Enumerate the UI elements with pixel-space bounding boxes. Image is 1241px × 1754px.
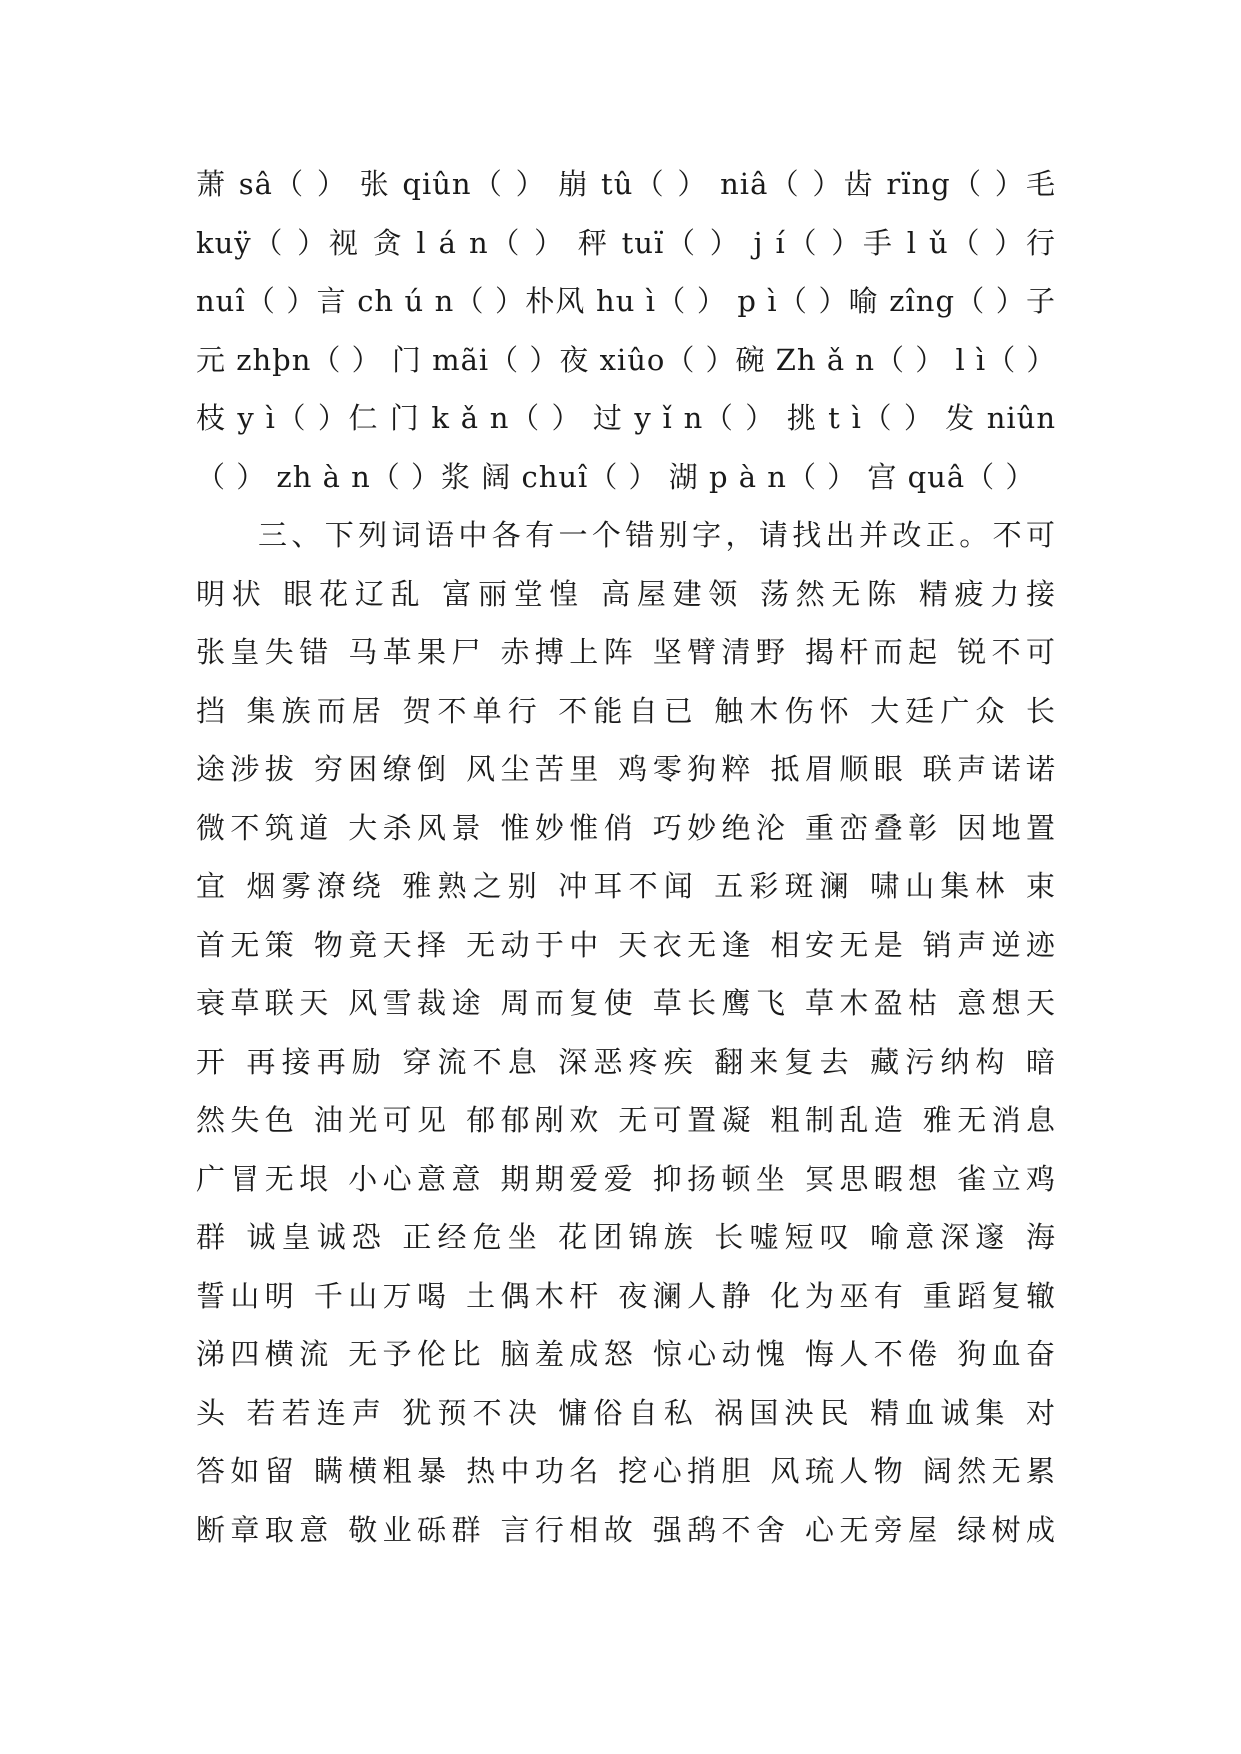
text-line: 广冒无垠 小心意意 期期爱爱 抑扬顿坐 冥思暇想 雀立鸡 xyxy=(196,1161,1056,1196)
text-line: 元 zhþn（ ） 门 mãi（ ）夜 xiûo（ ）碗 Zh ǎ n（ ） l ì（ ） xyxy=(196,342,1056,377)
text-line: 开 再接再励 穿流不息 深恶疼疾 翻来复去 藏污纳构 暗 xyxy=(196,1044,1056,1079)
text-line: kuÿ（ ）视 贪 l á n（ ） 秤 tuï（ ） j í（ ）手 l ǔ（ ）行 xyxy=(196,225,1056,260)
text-line: 途涉拔 穷困缭倒 风尘苦里 鸡零狗粹 抵眉顺眼 联声诺诺 xyxy=(196,752,1056,786)
text-line: 首无策 物竟天择 无动于中 天衣无逢 相安无是 销声逆迹 xyxy=(196,927,1056,962)
text-line: 答如留 瞒横粗暴 热中功名 挖心捎胆 风琉人物 阔然无累 xyxy=(196,1454,1056,1488)
section-heading-line: 三、下列词语中各有一个错别字，请找出并改正。不可 xyxy=(258,518,1056,552)
text-line: 涕四横流 无予伦比 脑羞成怒 惊心动愧 悔人不倦 狗血奋 xyxy=(196,1337,1056,1371)
document-page xyxy=(196,155,1056,1559)
text-line: 微不筑道 大杀风景 惟妙惟俏 巧妙绝沦 重峦叠彰 因地置 xyxy=(196,810,1056,845)
text-line: 枝 y ì（ ）仁 门 k ǎ n（ ） 过 y ǐ n（ ） 挑 t ì（ ） 发 niûn xyxy=(196,401,1056,435)
text-line: nuî（ ）言 ch ú n（ ）朴风 hu ì（ ） p ì（ ）喻 zîng（ ）子 xyxy=(196,284,1056,318)
text-line: （ ） zh à n（ ）浆 阔 chuî（ ） 湖 p à n（ ） 宫 quâ（ ） xyxy=(196,459,1036,494)
text-line: 群 诚皇诚恐 正经危坐 花团锦族 长嘘短叹 喻意深邃 海 xyxy=(196,1220,1056,1254)
text-line: 衰草联天 风雪裁途 周而复使 草长鹰飞 草木盈枯 意想天 xyxy=(196,986,1056,1020)
text-line: 宜 烟雾潦绕 雅熟之别 冲耳不闻 五彩斑澜 啸山集林 束 xyxy=(196,869,1056,903)
text-line: 萧 sâ（ ） 张 qiûn（ ） 崩 tû（ ） niâ（ ）齿 rïng（ ）毛 xyxy=(196,167,1056,201)
text-line: 断章取意 敬业砾群 言行相故 强鸹不舍 心无旁屋 绿树成 xyxy=(196,1512,1056,1547)
text-line: 张皇失错 马革果尸 赤搏上阵 坚臂清野 揭杆而起 锐不可 xyxy=(196,635,1056,669)
text-line: 头 若若连声 犹预不决 慵俗自私 祸国泱民 精血诚集 对 xyxy=(196,1395,1056,1430)
text-line: 明状 眼花辽乱 富丽堂惶 高屋建领 荡然无陈 精疲力接 xyxy=(196,576,1056,611)
text-line: 然失色 油光可见 郁郁剐欢 无可置凝 粗制乱造 雅无消息 xyxy=(196,1103,1056,1137)
text-line: 誓山明 千山万喝 土偶木杆 夜澜人静 化为巫有 重蹈复辙 xyxy=(196,1278,1056,1313)
text-line: 挡 集族而居 贺不单行 不能自已 触木伤怀 大廷广众 长 xyxy=(196,693,1056,728)
